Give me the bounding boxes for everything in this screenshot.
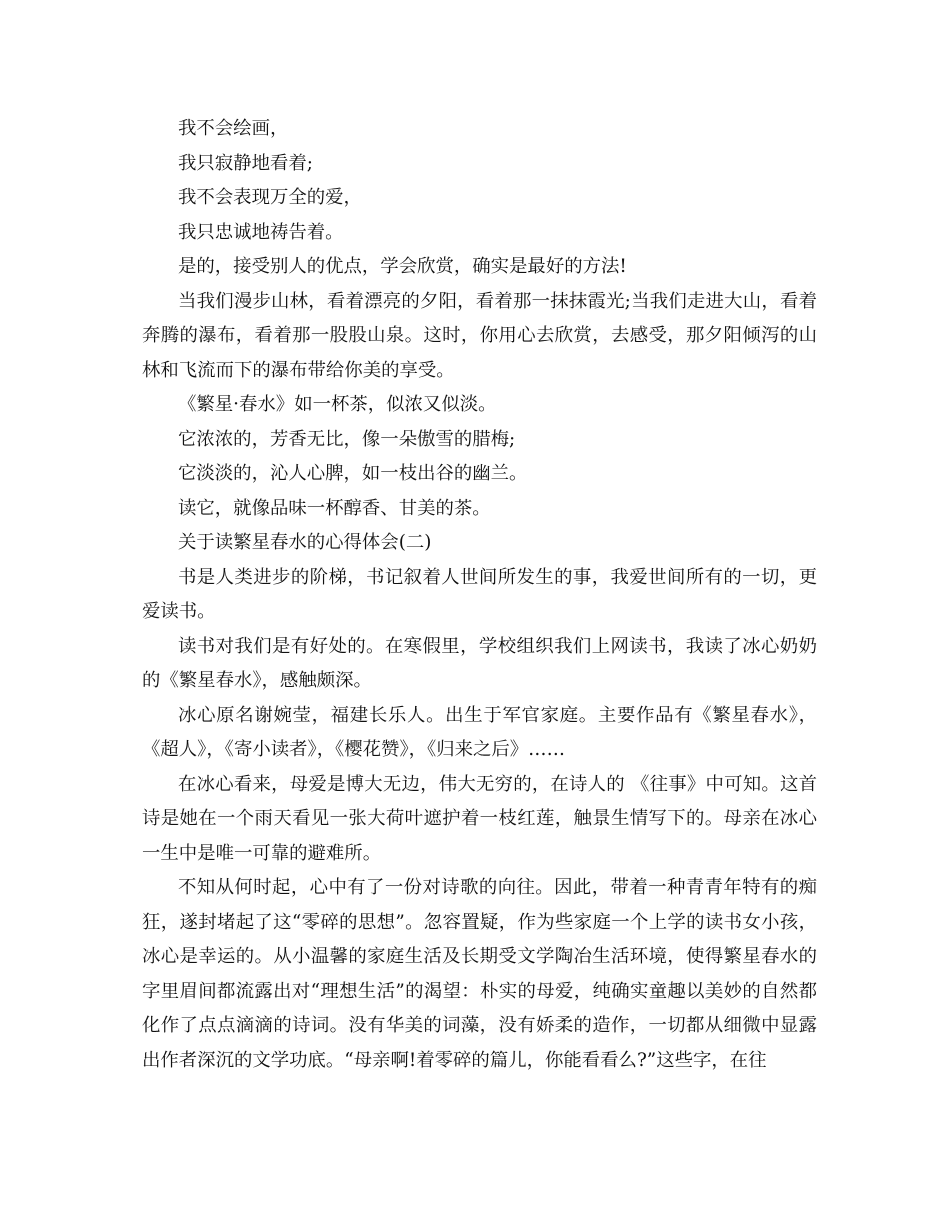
paragraph-books-ladder: 书是人类进步的阶梯，书记叙着人世间所发生的事，我爱世间所有的一切，更爱读书。 (142, 566, 817, 622)
paragraph-winter-reading: 读书对我们是有好处的。在寒假里，学校组织我们上网读书，我读了冰心奶奶的《繁星春水》，感触颇深。 (142, 635, 817, 691)
paragraph-poem-line-4: 我只忠诚地祷告着。 (178, 221, 344, 243)
paragraph-strong: 它浓浓的，芳香无比，像一朵傲雪的腊梅; (178, 428, 516, 450)
paragraph-poem-line-1: 我不会绘画， (178, 118, 289, 139)
paragraph-light: 它淡淡的，沁人心脾，如一枝出谷的幽兰。 (178, 463, 528, 484)
document-body (142, 112, 817, 1078)
paragraph-mountain-forest: 当我们漫步山林，看着漂亮的夕阳，看着那一抹抹霞光;当我们走进大山，看着奔腾的瀑布，看着那一股股山泉。这时，你用心去欣赏，去感受，那夕阳倾泻的山林和飞流而下的瀑布带给你美的享受。 (142, 290, 817, 381)
paragraph-reading-it: 读它，就像品味一杯醇香、甘美的茶。 (178, 497, 491, 519)
paragraph-bingxin-bio: 冰心原名谢婉莹，福建长乐人。出生于军官家庭。主要作品有《繁星春水》，《超人》，《寄小读者》，《樱花赞》，《归来之后》…… (142, 704, 817, 760)
paragraph-appreciation: 是的，接受别人的优点，学会欣赏，确实是最好的方法! (178, 256, 627, 277)
paragraph-poem-line-3: 我不会表现万全的爱， (178, 187, 362, 208)
paragraph-poem-line-2: 我只寂静地看着; (178, 152, 313, 174)
paragraph-maternal-love: 在冰心看来，母爱是博大无边，伟大无穷的，在诗人的 《往事》中可知。这首诗是她在一个雨天看见一张大荷叶遮护着一枝红莲，触景生情写下的。母亲在冰心一生中是唯一可靠的避难所。 (142, 773, 817, 864)
paragraph-like-tea: 《繁星·春水》如一杯茶，似浓又似淡。 (178, 394, 497, 415)
section-heading: 关于读繁星春水的心得体会(二) (178, 532, 432, 553)
paragraph-poetry-longing: 不知从何时起，心中有了一份对诗歌的向往。因此，带着一种青青年特有的痴狂，遂封堵起了这“零碎的思想”。忽容置疑，作为些家庭一个上学的读书女小孩，冰心是幸运的。从小温馨的家庭生活及长期受文学陶冶生活环境，使得繁星春水的字里眉间都流露出对“理想生活”的渴望：朴实的母爱，纯确实童趣以美妙的自然都化作了点点滴滴的诗词。没有华美的词藻，没有娇柔的造作，一切都从细微中显露出作者深沉的文学功底。“母亲啊!着零碎的篇儿，你能看看么?”这些字，在往 (142, 877, 817, 1071)
